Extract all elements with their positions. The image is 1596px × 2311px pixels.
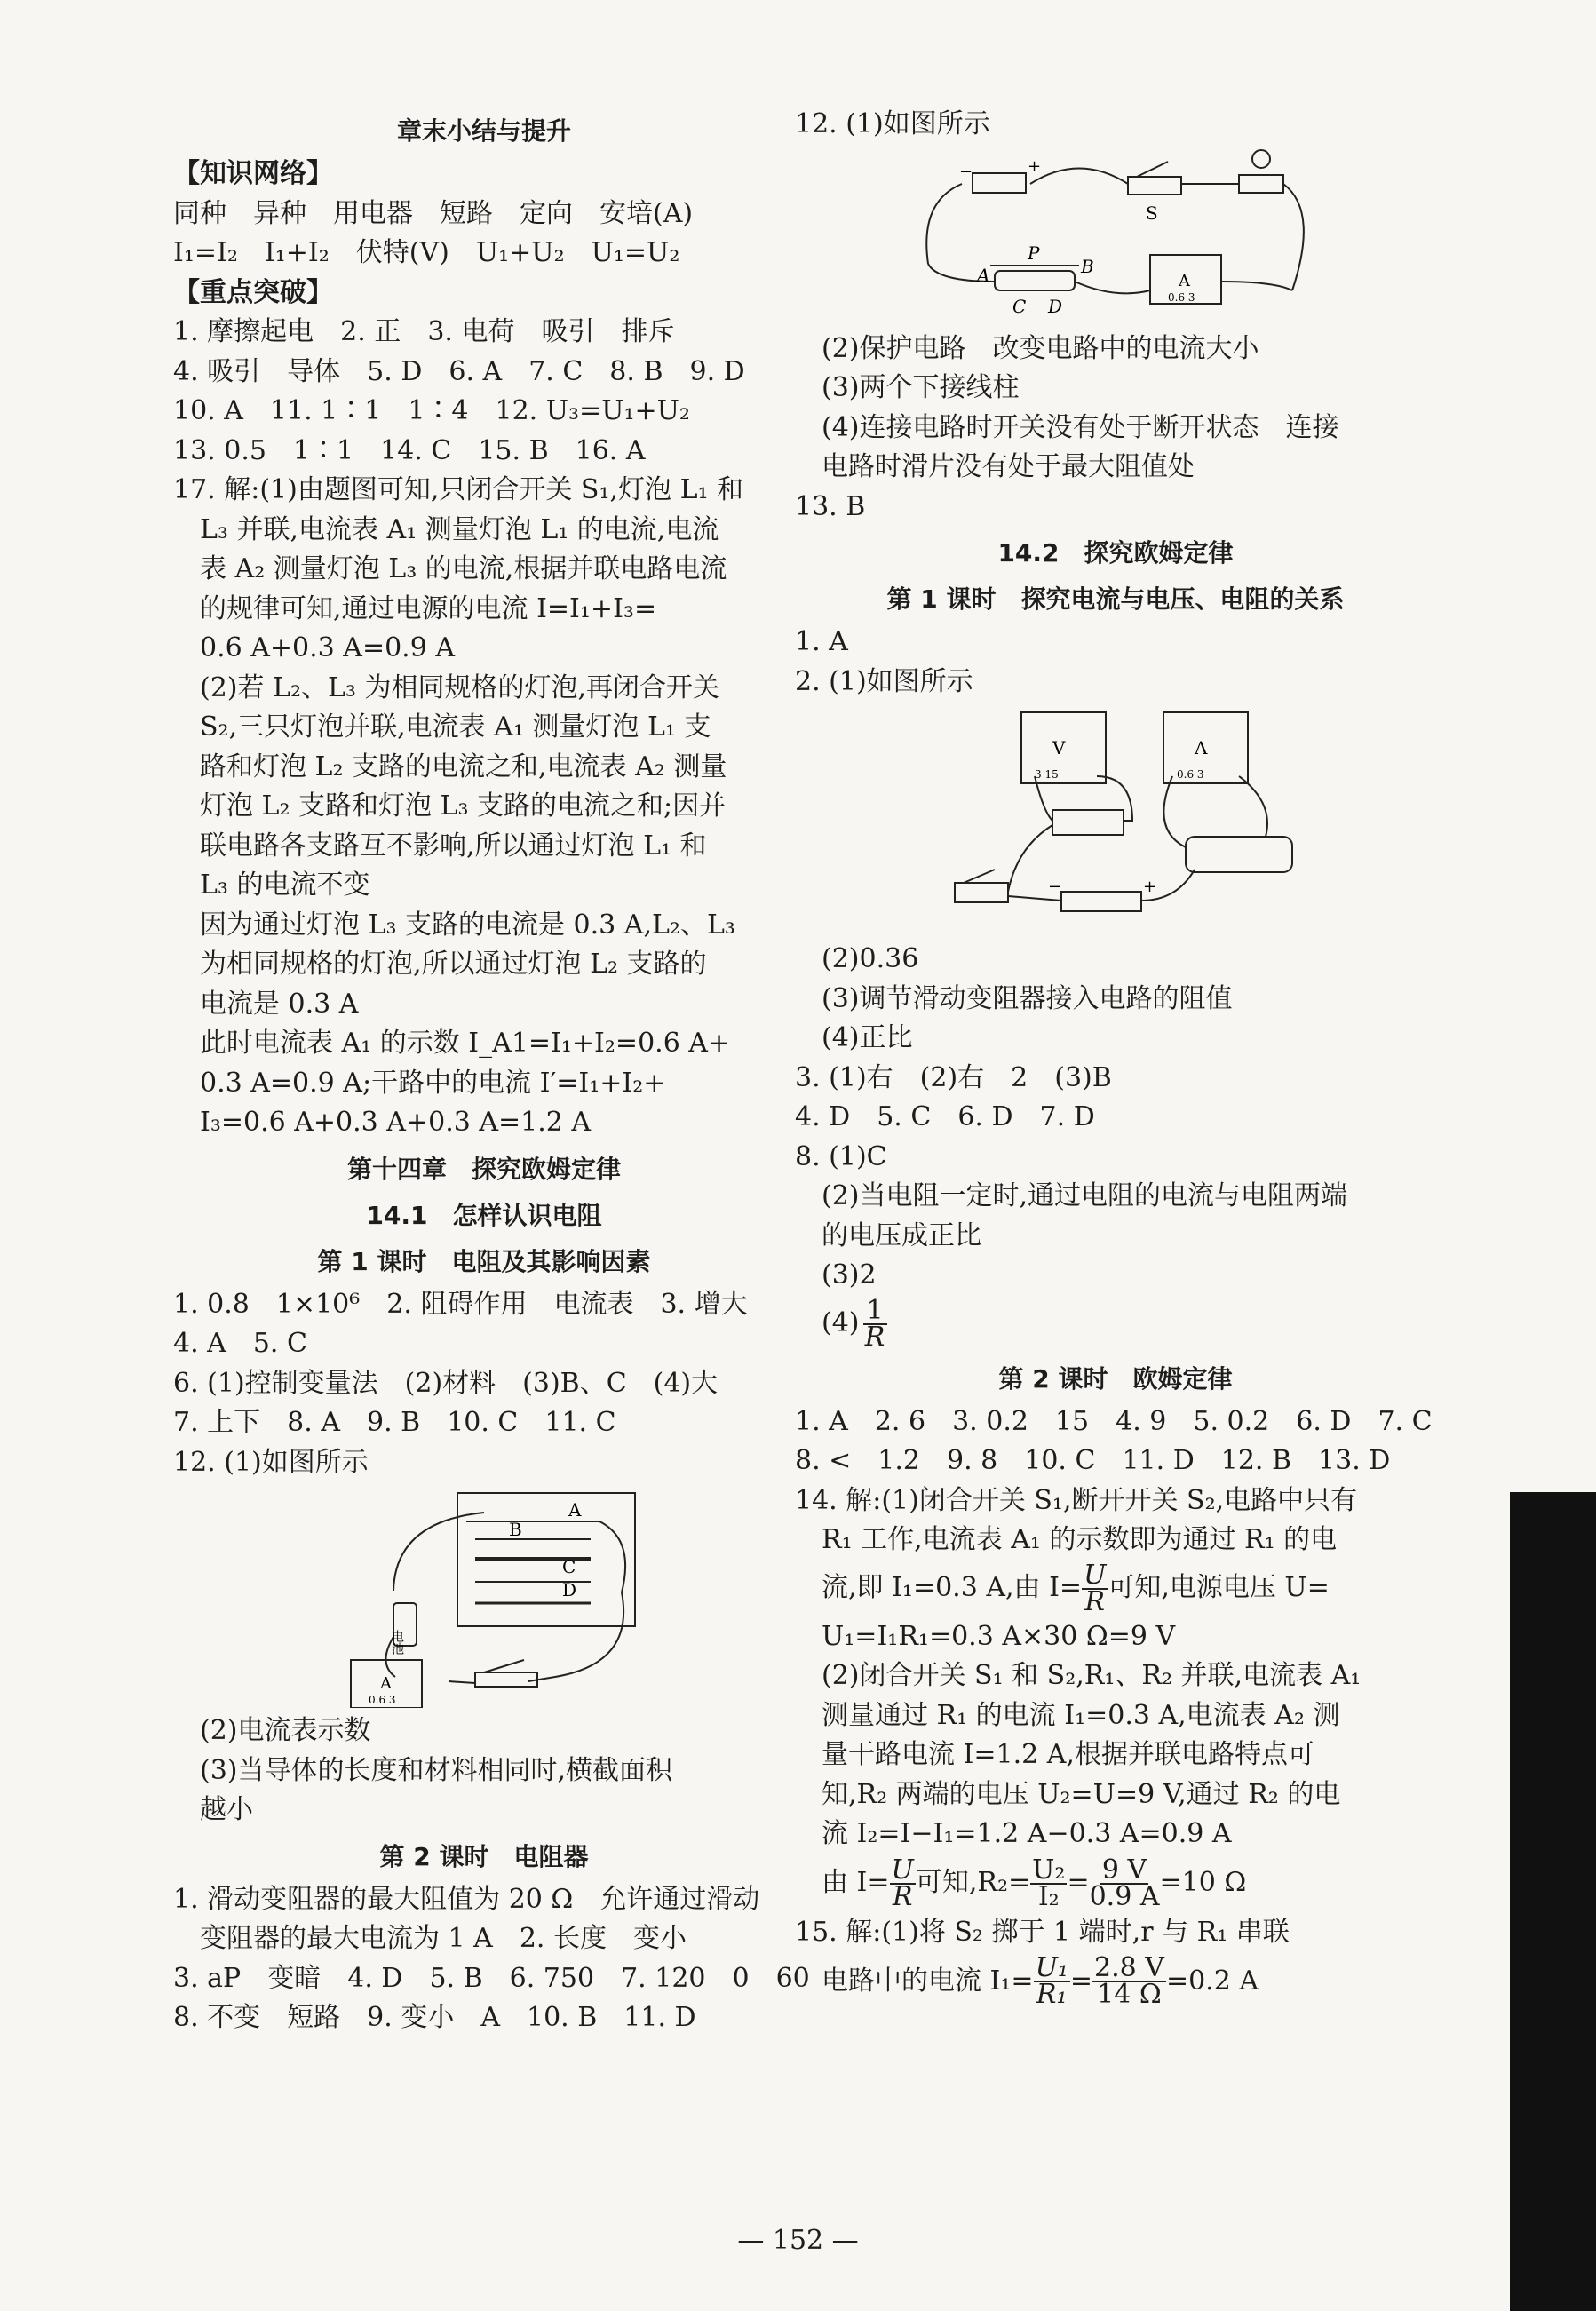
wire-label-d: D bbox=[562, 1579, 577, 1600]
minus-label: − bbox=[1048, 878, 1062, 896]
text-seg: = bbox=[1067, 1867, 1090, 1899]
answer-line: (3)两个下接线柱 bbox=[822, 372, 1020, 403]
text-seg: 可知,电源电压 U= bbox=[1108, 1572, 1330, 1604]
fraction-num: U bbox=[1084, 1559, 1107, 1591]
answer-line: R₁ 工作,电流表 A₁ 的示数即为通过 R₁ 的电 bbox=[822, 1524, 1338, 1555]
circuit-figure-q2-voltmeter bbox=[795, 705, 1417, 936]
knowledge-line: I₁=I₂ I₁+I₂ 伏特(V) U₁+U₂ U₁=U₂ bbox=[173, 237, 680, 268]
fraction-den: R bbox=[1084, 1585, 1105, 1617]
q17-line: L₃ 的电流不变 bbox=[200, 870, 370, 901]
fraction bbox=[1092, 1952, 1166, 2010]
fraction bbox=[863, 1294, 887, 1353]
q17-line: 联电路各支路互不影响,所以通过灯泡 L₁ 和 bbox=[200, 830, 707, 862]
fraction-den: R bbox=[864, 1321, 885, 1353]
answer-line: 10. A 11. 1∶1 1∶4 12. U₃=U₁+U₂ bbox=[173, 395, 690, 426]
answer-line: (2)0.36 bbox=[822, 943, 919, 974]
answer-line: 的电压成正比 bbox=[822, 1219, 981, 1251]
fraction-den: 14 Ω bbox=[1097, 1979, 1162, 2010]
answer-line: 7. 上下 8. A 9. B 10. C 11. C bbox=[173, 1407, 616, 1438]
lesson-title: 第 1 课时 电阻及其影响因素 bbox=[317, 1246, 651, 1276]
label-c: C bbox=[1012, 295, 1027, 317]
left-column bbox=[173, 105, 810, 2038]
fraction-den: I₂ bbox=[1037, 1880, 1060, 1912]
fraction-prefix: (4) bbox=[822, 1307, 860, 1339]
label-p: P bbox=[1028, 242, 1040, 264]
answer-line: 8. (1)C bbox=[795, 1140, 887, 1172]
fraction bbox=[1030, 1854, 1067, 1912]
fraction bbox=[1089, 1854, 1160, 1912]
answer-line: 14. 解:(1)闭合开关 S₁,断开开关 S₂,电路中只有 bbox=[795, 1484, 1358, 1516]
label-b: B bbox=[1081, 255, 1094, 277]
chapter-title: 第十四章 探究欧姆定律 bbox=[346, 1154, 621, 1184]
answer-line: 变阻器的最大电流为 1 A 2. 长度 变小 bbox=[200, 1923, 687, 1954]
text-seg: 电路中的电流 I₁= bbox=[822, 1965, 1034, 1997]
answer-line: 6. (1)控制变量法 (2)材料 (3)B、C (4)大 bbox=[173, 1367, 719, 1399]
voltmeter-label: V bbox=[1052, 737, 1066, 758]
q12-head: 12. (1)如图所示 bbox=[795, 108, 990, 139]
answer-line: (2)当电阻一定时,通过电阻的电流与电阻两端 bbox=[822, 1180, 1348, 1211]
ammeter-label: A bbox=[1195, 737, 1208, 758]
answer-line: 1. 滑动变阻器的最大阻值为 20 Ω 允许通过滑动 bbox=[173, 1883, 760, 1915]
answer-line: 13. 0.5 1∶1 14. C 15. B 16. A bbox=[173, 434, 646, 466]
answer-line: 8. < 1.2 9. 8 10. C 11. D 12. B 13. D bbox=[795, 1445, 1391, 1476]
q17-line: L₃ 并联,电流表 A₁ 测量灯泡 L₁ 的电流,电流 bbox=[200, 513, 719, 545]
q17-line: S₂,三只灯泡并联,电流表 A₁ 测量灯泡 L₁ 支 bbox=[200, 711, 711, 743]
switch-label: S bbox=[1146, 202, 1158, 224]
text-seg: =0.2 A bbox=[1165, 1965, 1259, 1997]
answer-line: 越小 bbox=[200, 1794, 253, 1825]
page-number: — 152 — bbox=[737, 2225, 859, 2256]
answer-line: (4)连接电路时开关没有处于断开状态 连接 bbox=[822, 411, 1339, 443]
section-title: 14.2 探究欧姆定律 bbox=[997, 538, 1234, 568]
fraction-den: R bbox=[892, 1880, 913, 1912]
q17-line: 为相同规格的灯泡,所以通过灯泡 L₂ 支路的 bbox=[200, 949, 707, 980]
answer-line: 测量通过 R₁ 的电流 I₁=0.3 A,电流表 A₂ 测 bbox=[822, 1699, 1340, 1731]
answer-line: 8. 不变 短路 9. 变小 A 10. B 11. D bbox=[173, 2002, 696, 2033]
fraction-line bbox=[795, 1561, 1436, 1617]
q17-line: 电流是 0.3 A bbox=[200, 988, 359, 1020]
meter-label: A bbox=[380, 1674, 392, 1693]
summary-title: 章末小结与提升 bbox=[396, 116, 571, 146]
q17-line: 此时电流表 A₁ 的示数 I_A1=I₁+I₂=0.6 A+ bbox=[200, 1028, 731, 1059]
answer-line: 3. aP 变暗 4. D 5. B 6. 750 7. 120 0 60 bbox=[173, 1962, 810, 1994]
wire-label-b: B bbox=[509, 1519, 522, 1540]
q17-line: 0.3 A=0.9 A;干路中的电流 I′=I₁+I₂+ bbox=[200, 1067, 666, 1099]
section-title: 14.1 怎样认识电阻 bbox=[366, 1200, 602, 1230]
voltmeter-scale: 3 15 bbox=[1035, 768, 1059, 781]
answer-line: (3)2 bbox=[822, 1259, 877, 1291]
answer-line: (4)正比 bbox=[822, 1022, 913, 1053]
fraction bbox=[1034, 1952, 1070, 2010]
circuit-figure-q12-resistance bbox=[173, 1486, 795, 1708]
fraction bbox=[890, 1854, 916, 1912]
label-d: D bbox=[1048, 295, 1063, 317]
answer-line: 4. D 5. C 6. D 7. D bbox=[795, 1101, 1095, 1132]
answer-line: (2)闭合开关 S₁ 和 S₂,R₁、R₂ 并联,电流表 A₁ bbox=[822, 1660, 1362, 1691]
fraction bbox=[1082, 1559, 1108, 1617]
text-seg: =10 Ω bbox=[1159, 1867, 1247, 1899]
answer-line: 2. (1)如图所示 bbox=[795, 665, 973, 697]
fraction-num: 9 V bbox=[1101, 1854, 1147, 1886]
fraction-num: 1 bbox=[863, 1298, 887, 1325]
fraction-num: U bbox=[891, 1854, 914, 1886]
fraction-num: U₁ bbox=[1035, 1952, 1068, 1983]
q17-line: 灯泡 L₂ 支路和灯泡 L₃ 支路的电流之和;因并 bbox=[200, 790, 727, 822]
q17-line: I₃=0.6 A+0.3 A+0.3 A=1.2 A bbox=[200, 1107, 592, 1138]
q17-line: 路和灯泡 L₂ 支路的电流之和,电流表 A₂ 测量 bbox=[200, 750, 727, 782]
answer-line: 1. A 2. 6 3. 0.2 15 4. 9 5. 0.2 6. D 7. C bbox=[795, 1405, 1433, 1437]
plus-label: + bbox=[1028, 156, 1042, 176]
knowledge-line: 同种 异种 用电器 短路 定向 安培(A) bbox=[173, 197, 694, 229]
answer-line: U₁=I₁R₁=0.3 A×30 Ω=9 V bbox=[822, 1620, 1176, 1652]
answer-line: 12. (1)如图所示 bbox=[173, 1446, 369, 1478]
circuit-figure-q12-rheostat bbox=[795, 148, 1417, 326]
answer-line: 1. A bbox=[795, 626, 848, 657]
answer-line: (2)保护电路 改变电路中的电流大小 bbox=[822, 332, 1259, 364]
answer-line: 4. 吸引 导体 5. D 6. A 7. C 8. B 9. D bbox=[173, 355, 745, 387]
fraction-num: U₂ bbox=[1032, 1854, 1066, 1886]
answer-line: 1. 摩擦起电 2. 正 3. 电荷 吸引 排斥 bbox=[173, 316, 675, 347]
answer-line: 1. 0.8 1×10⁶ 2. 阻碍作用 电流表 3. 增大 bbox=[173, 1288, 748, 1320]
fraction-num: 2.8 V bbox=[1094, 1952, 1164, 1983]
answer-line: (2)电流表示数 bbox=[200, 1715, 371, 1746]
wire-label-a: A bbox=[568, 1499, 582, 1521]
label-a: A bbox=[977, 264, 990, 286]
meter-label: A bbox=[1179, 271, 1190, 290]
answer-line: 电路时滑片没有处于最大阻值处 bbox=[822, 451, 1195, 482]
focus-head: 【重点突破】 bbox=[173, 276, 333, 308]
lesson-title: 第 2 课时 欧姆定律 bbox=[998, 1363, 1233, 1394]
lesson-title: 第 1 课时 探究电流与电压、电阻的关系 bbox=[886, 584, 1345, 614]
scale-label: 0.6 3 bbox=[369, 1694, 396, 1706]
ammeter-scale: 0.6 3 bbox=[1177, 768, 1204, 781]
answer-line: 知,R₂ 两端的电压 U₂=U=9 V,通过 R₂ 的电 bbox=[822, 1778, 1341, 1810]
text-seg: = bbox=[1069, 1965, 1093, 1997]
wire-label-c: C bbox=[562, 1556, 576, 1577]
q17-line: 表 A₂ 测量灯泡 L₃ 的电流,根据并联电路电流 bbox=[200, 553, 727, 584]
fraction-den: 0.9 A bbox=[1089, 1880, 1160, 1912]
text-seg: 流,即 I₁=0.3 A,由 I= bbox=[822, 1572, 1083, 1604]
answer-line: 15. 解:(1)将 S₂ 掷于 1 端时,r 与 R₁ 串联 bbox=[795, 1916, 1290, 1948]
q17-line: 的规律可知,通过电源的电流 I=I₁+I₃= bbox=[200, 592, 657, 624]
answer-line: 4. A 5. C bbox=[173, 1328, 307, 1359]
fraction-den: R₁ bbox=[1036, 1979, 1068, 2010]
answer-line: (3)调节滑动变阻器接入电路的阻值 bbox=[822, 982, 1233, 1014]
answer-line: 3. (1)右 (2)右 2 (3)B bbox=[795, 1061, 1112, 1093]
q17-line: (2)若 L₂、L₃ 为相同规格的灯泡,再闭合开关 bbox=[200, 671, 719, 703]
fraction-line bbox=[795, 1854, 1436, 1913]
plus-label: + bbox=[1143, 878, 1157, 896]
scan-shadow bbox=[1510, 1492, 1596, 2311]
minus-label: − bbox=[959, 162, 973, 181]
text-seg: 可知,R₂= bbox=[915, 1867, 1031, 1899]
q17-line: 17. 解:(1)由题图可知,只闭合开关 S₁,灯泡 L₁ 和 bbox=[173, 474, 744, 505]
battery-label: 电池 bbox=[390, 1630, 404, 1655]
answer-line: 量干路电流 I=1.2 A,根据并联电路特点可 bbox=[822, 1739, 1314, 1770]
answer-line: (3)当导体的长度和材料相同时,横截面积 bbox=[200, 1754, 673, 1786]
knowledge-head: 【知识网络】 bbox=[173, 158, 333, 189]
fraction-line bbox=[795, 1296, 1436, 1353]
answer-line: 13. B bbox=[795, 490, 866, 522]
scale-label: 0.6 3 bbox=[1168, 290, 1195, 304]
q17-line: 因为通过灯泡 L₃ 支路的电流是 0.3 A,L₂、L₃ bbox=[200, 909, 735, 941]
right-column bbox=[795, 105, 1436, 2011]
fraction-line bbox=[795, 1952, 1436, 2011]
text-seg: 由 I= bbox=[822, 1867, 890, 1899]
lesson-title: 第 2 课时 电阻器 bbox=[379, 1841, 589, 1871]
answer-line: 流 I₂=I−I₁=1.2 A−0.3 A=0.9 A bbox=[822, 1818, 1232, 1849]
q17-line: 0.6 A+0.3 A=0.9 A bbox=[200, 632, 456, 663]
